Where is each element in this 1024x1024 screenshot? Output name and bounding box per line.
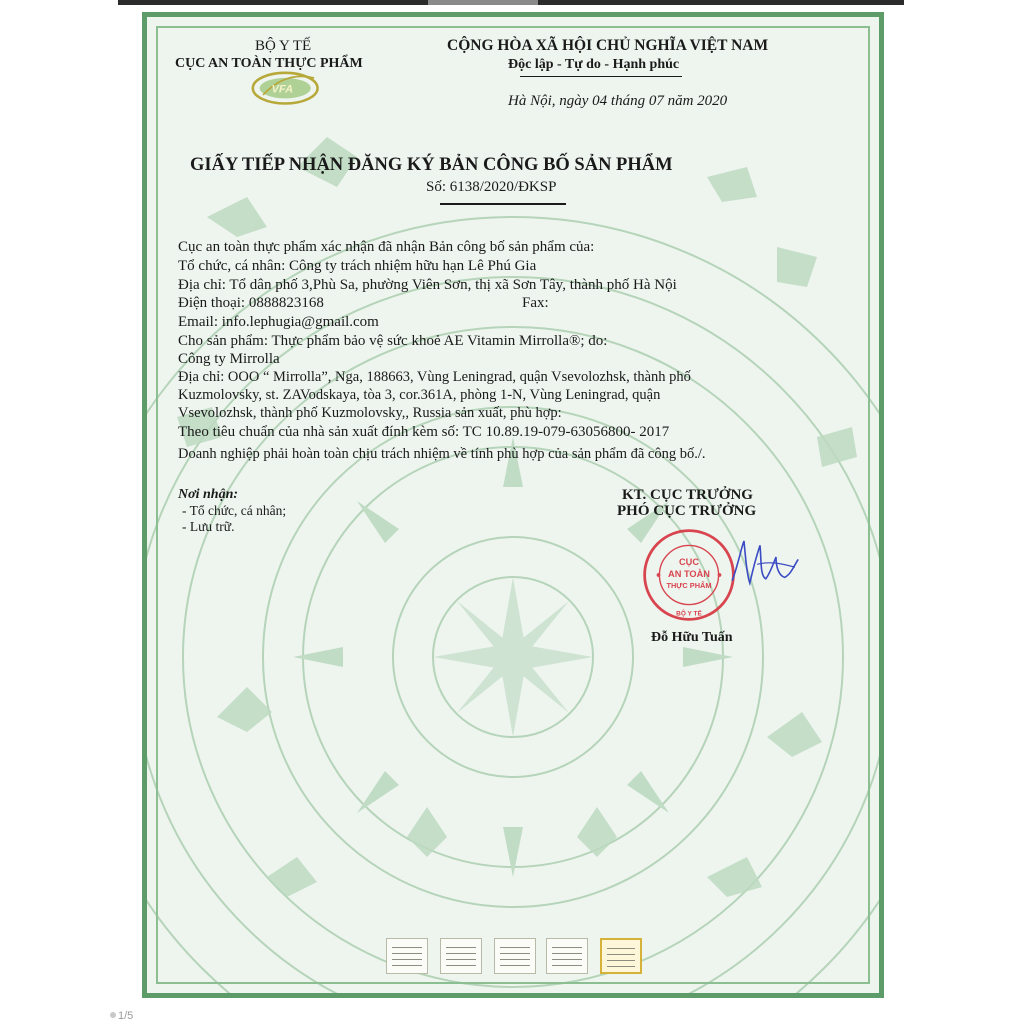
recipient-item: - Lưu trữ. <box>182 519 235 534</box>
signatory-name: Đỗ Hữu Tuấn <box>651 630 733 645</box>
fax-line: Fax: <box>522 295 549 311</box>
viewer-top-bar-segment <box>428 0 538 5</box>
page-counter: 1/5 <box>118 1010 134 1022</box>
viewer-top-bar <box>118 0 904 5</box>
issue-date: Hà Nội, ngày 04 tháng 07 năm 2020 <box>508 93 728 109</box>
manufacturer-address-2: Kuzmolovsky, st. ZAVodskaya, tòa 3, cor.361A, phòng 1-N, Vùng Leningrad, quận <box>178 387 661 403</box>
organization-line: Tổ chức, cá nhân: Công ty trách nhiệm hữu hạn Lê Phú Gia <box>178 258 537 274</box>
product-line: Cho sản phẩm: Thực phẩm bảo vệ sức khoẻ AE Vitamin Mirrolla®; do: <box>178 333 608 349</box>
page-thumbnail[interactable] <box>440 938 482 974</box>
signatory-title-2: PHÓ CỤC TRƯỞNG <box>617 503 757 519</box>
recipient-item: - Tổ chức, cá nhân; <box>182 503 287 518</box>
title-divider <box>440 203 566 205</box>
page-thumbnail[interactable] <box>546 938 588 974</box>
email-line: Email: info.lephugia@gmail.com <box>178 314 379 330</box>
stamp-ring-text: BỘ Y TẾ <box>676 610 702 618</box>
stamp-center-line-1: CỤC <box>678 556 700 567</box>
document-number: Số: 6138/2020/ĐKSP <box>426 179 557 195</box>
vfa-logo <box>246 66 338 112</box>
ministry-name: BỘ Y TẾ <box>255 38 312 54</box>
recipients-heading: Nơi nhận: <box>178 487 239 502</box>
responsibility-line: Doanh nghiệp phải hoàn toàn chịu trách nhiệm về tính phù hợp của sản phẩm đã công bố./. <box>178 446 706 462</box>
motto-underline <box>520 76 682 77</box>
standard-line: Theo tiêu chuẩn của nhà sản xuất đính kèm số: TC 10.89.19-079-63056800- 2017 <box>178 424 670 440</box>
signatory-title-1: KT. CỤC TRƯỞNG <box>622 487 753 503</box>
national-motto: Độc lập - Tự do - Hạnh phúc <box>508 57 680 72</box>
organization-address: Địa chỉ: Tổ dân phố 3,Phù Sa, phường Viên Sơn, thị xã Sơn Tây, thành phố Hà Nội <box>178 277 677 293</box>
manufacturer-address-3: Vsevolozhsk, thành phố Kuzmolovsky,, Russia sản xuất, phù hợp: <box>178 405 562 421</box>
red-seal-stamp <box>640 526 738 624</box>
country-name: CỘNG HÒA XÃ HỘI CHỦ NGHĨA VIỆT NAM <box>447 37 769 54</box>
handwritten-signature <box>728 530 808 600</box>
page-thumbnail[interactable] <box>494 938 536 974</box>
intro-line: Cục an toàn thực phẩm xác nhận đã nhận Bản công bố sản phẩm của: <box>178 239 595 255</box>
agency-name: CỤC AN TOÀN THỰC PHẨM <box>175 56 363 71</box>
manufacturer-address-1: Địa chỉ: OOO “ Mirrolla”, Nga, 188663, Vùng Leningrad, quận Vsevolozhsk, thành phố <box>178 369 691 385</box>
page-indicator-icon <box>110 1012 116 1018</box>
stamp-center-line-3: THỰC PHẨM <box>666 580 712 590</box>
manufacturer-line: Công ty Mirrolla <box>178 351 280 367</box>
logo-lettering: VFA <box>271 83 294 96</box>
document-title: GIẤY TIẾP NHẬN ĐĂNG KÝ BẢN CÔNG BỐ SẢN PHẨM <box>190 155 673 175</box>
page-thumbnail[interactable] <box>386 938 428 974</box>
page-thumbnail-active[interactable] <box>600 938 642 974</box>
stamp-center-line-2: AN TOÀN <box>668 568 710 579</box>
phone-line: Điện thoại: 0888823168 <box>178 295 324 311</box>
